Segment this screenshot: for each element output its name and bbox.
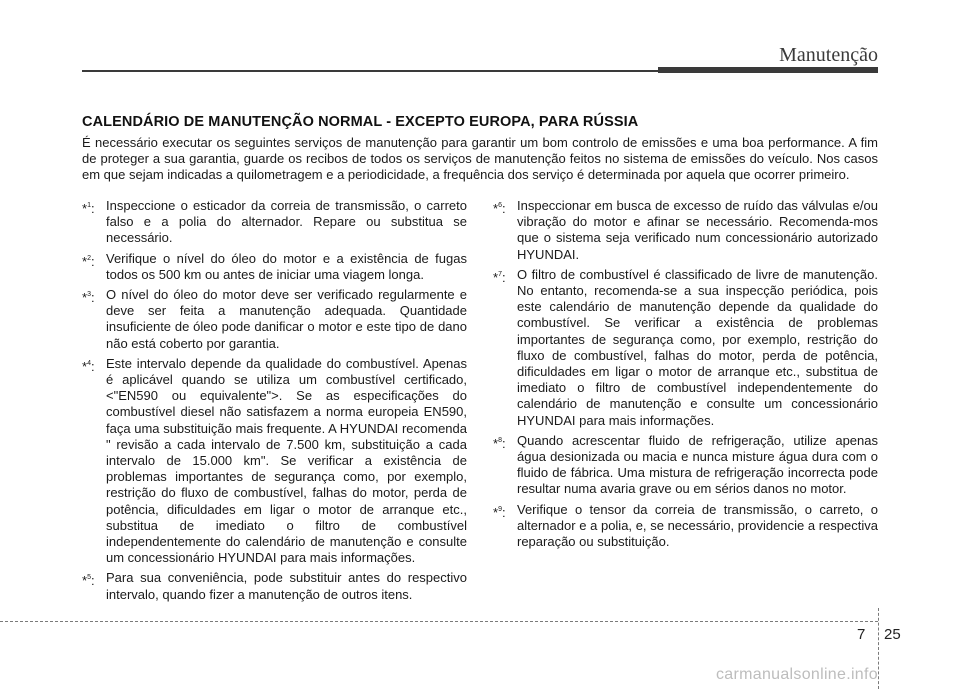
page-header-title: Manutenção: [779, 44, 878, 66]
footnote-item: [82, 198, 467, 247]
footnote-marker: *$^4$:: [82, 358, 95, 374]
footnote-item: [493, 502, 878, 551]
footnote-marker: *$^8$:: [493, 435, 506, 451]
header-rule-thick: [658, 67, 878, 73]
page-number: 25: [884, 626, 901, 643]
footnote-text: Quando acrescentar fluido de refrigeração, utilize apenas água desionizada ou macia e nunca misture água dura com o fluido de fábrica. Uma mistura de refrigeração incorrecta pode resultar numa avaria grave ou em sérios danos no motor.: [517, 432, 878, 497]
footnote-text: Inspeccionar em busca de excesso de ruído das válvulas e/ou vibração do motor e afinar se necessário. Recomenda-mos que o sistema seja verificado num concessionário autorizado HYUNDAI.: [517, 198, 878, 262]
footnote-text: Inspeccione o esticador da correia de transmissão, o carreto falso e a polia do alternador. Repare ou substitua se necessário.: [106, 198, 467, 246]
header-rule-thin: [82, 70, 658, 72]
footnote-item: [493, 433, 878, 498]
watermark: carmanualsonline.info: [716, 666, 878, 683]
footnote-marker: *$^1$:: [82, 201, 95, 216]
footnote-text: O nível do óleo do motor deve ser verificado regularmente e deve ser feita a manutenção adequada. Quantidade insuficiente de óleo pode danificar o motor e este tipo de dano não está coberto por garantia.: [106, 287, 467, 351]
footnote-item: [82, 570, 467, 602]
intro-paragraph: É necessário executar os seguintes serviços de manutenção para garantir um bom controlo de emissões e uma boa performance. A fim de proteger a sua garantia, guarde os recibos de todos os serviços de manutenção feitos no sistema de emissões do veículo. Nos casos em que sejam indicadas a quilometragem e a periodicidade, a frequência dos serviço é determinada por aquela que ocorrer primeiro.: [82, 135, 878, 183]
footnote-text: Verifique o nível do óleo do motor e a existência de fugas todos os 500 km ou antes de iniciar uma viagem longa.: [106, 250, 467, 282]
chapter-number: 7: [857, 626, 866, 643]
footnote-marker: *$^7$:: [493, 269, 506, 285]
footnote-item: [493, 267, 878, 429]
footnote-item: [82, 287, 467, 352]
footnote-item: [493, 198, 878, 263]
footnote-marker: *$^5$:: [82, 573, 95, 589]
footnote-text: Para sua conveniência, pode substituir antes do respectivo intervalo, quando fizer a manutenção de outros itens.: [106, 570, 467, 602]
footnote-text: O filtro de combustível é classificado de livre de manutenção. No entanto, recomenda-se a sua inspecção periódica, pois este calendário de manutenção depende da qualidade do combustível. Se verificar a existência de problemas importantes de segurança como, por exemplo, restrição do fluxo de combustível, falhas do motor, perda de potência, dificuldades em ligar o motor de arranque etc., substitua de imediato o filtro de combustível independentemente do calendário de manutenção e consulte um concessionário HYUNDAI para mais informações.: [517, 266, 878, 428]
section-title: CALENDÁRIO DE MANUTENÇÃO NORMAL - EXCEPTO EUROPA, PARA RÚSSIA: [82, 114, 639, 130]
footer-divider: [0, 621, 878, 622]
footnote-marker: *$^6$:: [493, 201, 506, 216]
notes-column-right: [493, 198, 878, 554]
footnote-marker: *$^2$:: [82, 253, 95, 269]
footnote-text: Verifique o tensor da correia de transmissão, o carreto, o alternador e a polia, e, se necessário, providencie a respectiva reparação ou substituição.: [517, 501, 878, 550]
footnote-marker: *$^9$:: [493, 504, 506, 520]
footnote-text: Este intervalo depende da qualidade do combustível. Apenas é aplicável quando se utiliza um combustível certificado, <"EN590 ou equivalente">. Se as especificações do combustível diesel não satisfazem a norma europeia EN590, faça uma substituição mais frequente. A HYUNDAI recomenda " revisão a cada intervalo de 7.500 km, substituição a cada intervalo de 15.000 km". Se verificar a existência de problemas importantes de segurança como, por exemplo, restrição do fluxo de combustível, falhas do motor, perda de potência, dificuldades em ligar o motor de arranque etc., substitua de imediato o filtro de combustível independentemente do calendário de manutenção e consulte um concessionário HYUNDAI para mais informações.: [106, 355, 467, 566]
footer-vertical-divider: [878, 608, 879, 689]
footnote-item: [82, 356, 467, 567]
notes-column-left: [82, 198, 467, 607]
footnote-marker: *$^3$:: [82, 290, 95, 306]
footnote-item: [82, 251, 467, 283]
